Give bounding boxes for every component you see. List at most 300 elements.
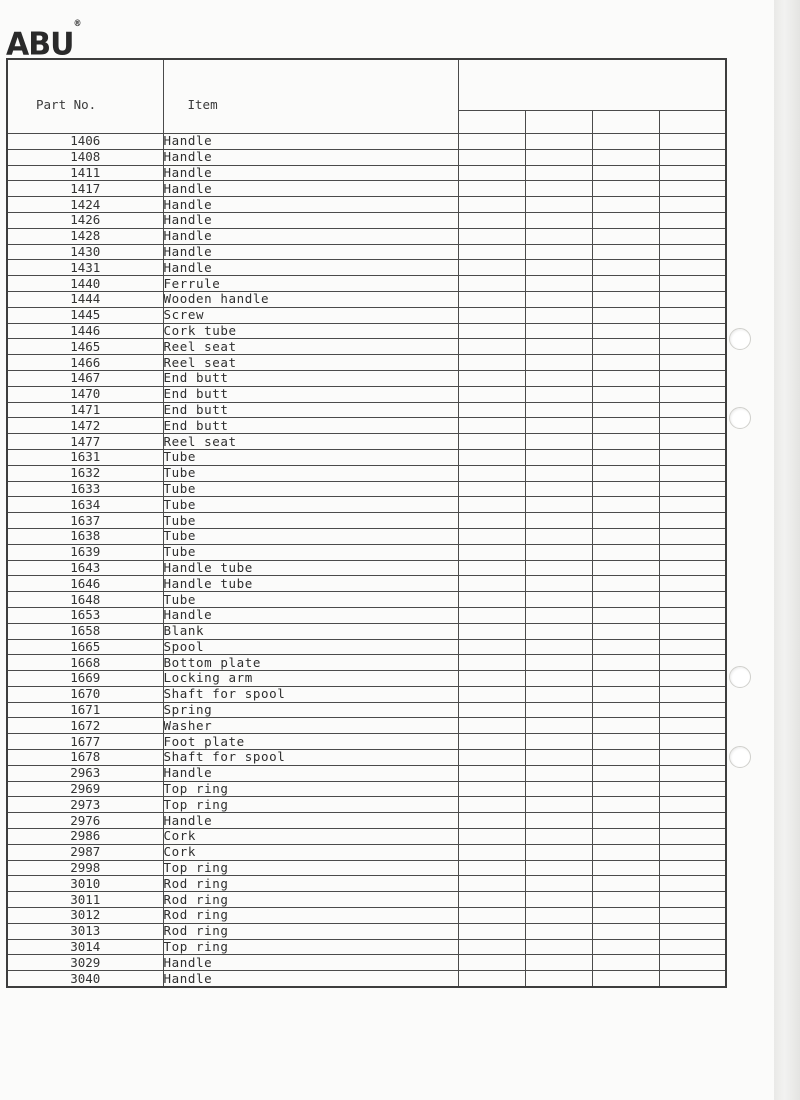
part-number-cell: 1466 bbox=[7, 355, 163, 371]
blank-cell bbox=[592, 923, 659, 939]
blank-cell bbox=[525, 560, 592, 576]
table-row bbox=[7, 418, 726, 434]
blank-cell bbox=[592, 576, 659, 592]
table-row bbox=[7, 260, 726, 276]
blank-cell bbox=[525, 402, 592, 418]
blank-cell bbox=[592, 386, 659, 402]
blank-cell bbox=[659, 781, 726, 797]
blank-cell bbox=[458, 813, 525, 829]
item-name-cell: Tube bbox=[163, 528, 458, 544]
table-row bbox=[7, 386, 726, 402]
item-name-cell: Washer bbox=[163, 718, 458, 734]
blank-cell bbox=[659, 876, 726, 892]
table-row bbox=[7, 449, 726, 465]
blank-cell bbox=[458, 465, 525, 481]
blank-cell bbox=[458, 734, 525, 750]
part-number-cell: 1446 bbox=[7, 323, 163, 339]
blank-cell bbox=[525, 355, 592, 371]
blank-cell bbox=[525, 497, 592, 513]
blank-cell bbox=[592, 544, 659, 560]
header-blank-cell bbox=[659, 111, 726, 134]
blank-cell bbox=[659, 639, 726, 655]
table-row bbox=[7, 355, 726, 371]
blank-cell bbox=[659, 465, 726, 481]
blank-cell bbox=[458, 165, 525, 181]
blank-cell bbox=[525, 923, 592, 939]
blank-cell bbox=[458, 923, 525, 939]
table-row bbox=[7, 434, 726, 450]
blank-cell bbox=[458, 370, 525, 386]
blank-cell bbox=[659, 260, 726, 276]
blank-cell bbox=[592, 655, 659, 671]
item-name-cell: Handle bbox=[163, 197, 458, 213]
blank-cell bbox=[592, 291, 659, 307]
blank-cell bbox=[592, 765, 659, 781]
part-number-cell: 3014 bbox=[7, 939, 163, 955]
item-name-cell: Handle bbox=[163, 149, 458, 165]
part-number-cell: 2998 bbox=[7, 860, 163, 876]
part-number-cell: 1632 bbox=[7, 465, 163, 481]
item-name-cell: Reel seat bbox=[163, 434, 458, 450]
blank-cell bbox=[659, 939, 726, 955]
blank-cell bbox=[458, 355, 525, 371]
item-name-cell: Screw bbox=[163, 307, 458, 323]
blank-cell bbox=[592, 955, 659, 971]
blank-cell bbox=[659, 291, 726, 307]
blank-cell bbox=[525, 291, 592, 307]
part-number-cell: 1665 bbox=[7, 639, 163, 655]
item-name-cell: Handle bbox=[163, 971, 458, 987]
blank-cell bbox=[458, 497, 525, 513]
blank-cell bbox=[659, 765, 726, 781]
table-row bbox=[7, 892, 726, 908]
part-number-cell: 1638 bbox=[7, 528, 163, 544]
blank-cell bbox=[525, 165, 592, 181]
blank-cell bbox=[458, 607, 525, 623]
table-row bbox=[7, 844, 726, 860]
blank-cell bbox=[592, 323, 659, 339]
blank-cell bbox=[525, 481, 592, 497]
table-row bbox=[7, 781, 726, 797]
part-number-cell: 2963 bbox=[7, 765, 163, 781]
blank-cell bbox=[659, 449, 726, 465]
table-row bbox=[7, 639, 726, 655]
part-number-cell: 1431 bbox=[7, 260, 163, 276]
blank-cell bbox=[592, 592, 659, 608]
blank-cell bbox=[458, 402, 525, 418]
blank-cell bbox=[659, 544, 726, 560]
blank-cell bbox=[659, 576, 726, 592]
blank-cell bbox=[458, 228, 525, 244]
blank-cell bbox=[592, 228, 659, 244]
blank-cell bbox=[659, 513, 726, 529]
part-number-cell: 1467 bbox=[7, 370, 163, 386]
item-name-cell: Tube bbox=[163, 449, 458, 465]
blank-cell bbox=[525, 860, 592, 876]
blank-cell bbox=[659, 860, 726, 876]
part-number-cell: 1430 bbox=[7, 244, 163, 260]
part-number-cell: 3029 bbox=[7, 955, 163, 971]
blank-cell bbox=[525, 892, 592, 908]
blank-cell bbox=[525, 576, 592, 592]
blank-cell bbox=[458, 686, 525, 702]
blank-cell bbox=[458, 544, 525, 560]
blank-cell bbox=[525, 813, 592, 829]
item-name-cell: Top ring bbox=[163, 781, 458, 797]
part-number-cell: 1477 bbox=[7, 434, 163, 450]
item-name-cell: Handle bbox=[163, 260, 458, 276]
blank-cell bbox=[592, 734, 659, 750]
table-row bbox=[7, 212, 726, 228]
blank-cell bbox=[659, 686, 726, 702]
part-number-cell: 1646 bbox=[7, 576, 163, 592]
table-row bbox=[7, 370, 726, 386]
blank-cell bbox=[458, 671, 525, 687]
blank-cell bbox=[458, 860, 525, 876]
blank-cell bbox=[659, 797, 726, 813]
blank-cell bbox=[525, 339, 592, 355]
blank-cell bbox=[592, 276, 659, 292]
table-row bbox=[7, 686, 726, 702]
blank-cell bbox=[525, 228, 592, 244]
blank-cell bbox=[458, 702, 525, 718]
blank-cell bbox=[592, 892, 659, 908]
blank-cell bbox=[525, 671, 592, 687]
blank-cell bbox=[525, 829, 592, 845]
blank-cell bbox=[458, 434, 525, 450]
blank-cell bbox=[659, 908, 726, 924]
item-name-cell: Rod ring bbox=[163, 908, 458, 924]
table-row bbox=[7, 718, 726, 734]
table-row bbox=[7, 244, 726, 260]
blank-cell bbox=[458, 513, 525, 529]
blank-cell bbox=[592, 623, 659, 639]
blank-cell bbox=[659, 244, 726, 260]
part-number-cell: 3012 bbox=[7, 908, 163, 924]
part-number-cell: 1472 bbox=[7, 418, 163, 434]
table-row bbox=[7, 765, 726, 781]
blank-cell bbox=[458, 323, 525, 339]
blank-cell bbox=[659, 655, 726, 671]
blank-cell bbox=[458, 260, 525, 276]
blank-cell bbox=[458, 781, 525, 797]
blank-cell bbox=[458, 197, 525, 213]
blank-cell bbox=[525, 876, 592, 892]
blank-cell bbox=[525, 765, 592, 781]
blank-cell bbox=[592, 876, 659, 892]
item-name-cell: Handle bbox=[163, 955, 458, 971]
blank-cell bbox=[458, 339, 525, 355]
blank-cell bbox=[592, 307, 659, 323]
table-row bbox=[7, 592, 726, 608]
header-part-no: Part No. bbox=[7, 59, 163, 134]
part-number-cell: 1465 bbox=[7, 339, 163, 355]
blank-cell bbox=[592, 671, 659, 687]
blank-cell bbox=[592, 797, 659, 813]
binder-hole bbox=[729, 328, 751, 350]
item-name-cell: Handle tube bbox=[163, 576, 458, 592]
blank-cell bbox=[592, 418, 659, 434]
blank-cell bbox=[592, 702, 659, 718]
blank-cell bbox=[458, 639, 525, 655]
blank-cell bbox=[458, 449, 525, 465]
part-number-cell: 3040 bbox=[7, 971, 163, 987]
part-number-cell: 2987 bbox=[7, 844, 163, 860]
blank-cell bbox=[592, 434, 659, 450]
blank-cell bbox=[458, 134, 525, 150]
blank-cell bbox=[659, 750, 726, 766]
blank-cell bbox=[525, 528, 592, 544]
part-number-cell: 1653 bbox=[7, 607, 163, 623]
item-name-cell: Tube bbox=[163, 513, 458, 529]
blank-cell bbox=[592, 750, 659, 766]
blank-cell bbox=[659, 134, 726, 150]
blank-cell bbox=[525, 955, 592, 971]
table-row bbox=[7, 923, 726, 939]
blank-cell bbox=[659, 402, 726, 418]
blank-cell bbox=[525, 197, 592, 213]
blank-cell bbox=[659, 386, 726, 402]
item-name-cell: Shaft for spool bbox=[163, 750, 458, 766]
blank-cell bbox=[525, 844, 592, 860]
blank-cell bbox=[659, 181, 726, 197]
table-row bbox=[7, 734, 726, 750]
table-row bbox=[7, 323, 726, 339]
blank-cell bbox=[458, 623, 525, 639]
blank-cell bbox=[659, 671, 726, 687]
blank-cell bbox=[458, 955, 525, 971]
table-row bbox=[7, 339, 726, 355]
blank-cell bbox=[659, 165, 726, 181]
blank-cell bbox=[592, 860, 659, 876]
item-name-cell: Handle bbox=[163, 212, 458, 228]
blank-cell bbox=[525, 323, 592, 339]
part-number-cell: 2976 bbox=[7, 813, 163, 829]
blank-cell bbox=[659, 339, 726, 355]
table-row bbox=[7, 165, 726, 181]
header-blank-cell bbox=[525, 111, 592, 134]
blank-cell bbox=[659, 560, 726, 576]
blank-cell bbox=[659, 702, 726, 718]
blank-cell bbox=[659, 355, 726, 371]
table-row bbox=[7, 671, 726, 687]
item-name-cell: Tube bbox=[163, 497, 458, 513]
blank-cell bbox=[458, 876, 525, 892]
item-name-cell: Foot plate bbox=[163, 734, 458, 750]
part-number-cell: 1668 bbox=[7, 655, 163, 671]
item-name-cell: Top ring bbox=[163, 939, 458, 955]
part-number-cell: 1424 bbox=[7, 197, 163, 213]
header-blank-cell bbox=[458, 111, 525, 134]
blank-cell bbox=[659, 307, 726, 323]
blank-cell bbox=[458, 750, 525, 766]
part-number-cell: 2973 bbox=[7, 797, 163, 813]
item-name-cell: Reel seat bbox=[163, 339, 458, 355]
part-number-cell: 1671 bbox=[7, 702, 163, 718]
part-number-cell: 1417 bbox=[7, 181, 163, 197]
table-row bbox=[7, 181, 726, 197]
blank-cell bbox=[458, 560, 525, 576]
blank-cell bbox=[525, 149, 592, 165]
part-number-cell: 2986 bbox=[7, 829, 163, 845]
table-row bbox=[7, 971, 726, 987]
item-name-cell: Tube bbox=[163, 465, 458, 481]
blank-cell bbox=[458, 276, 525, 292]
item-name-cell: Blank bbox=[163, 623, 458, 639]
blank-cell bbox=[659, 149, 726, 165]
blank-cell bbox=[659, 623, 726, 639]
item-name-cell: Handle bbox=[163, 244, 458, 260]
blank-cell bbox=[659, 212, 726, 228]
table-row bbox=[7, 528, 726, 544]
blank-cell bbox=[525, 370, 592, 386]
blank-cell bbox=[659, 370, 726, 386]
blank-cell bbox=[458, 307, 525, 323]
blank-cell bbox=[592, 481, 659, 497]
part-number-cell: 1643 bbox=[7, 560, 163, 576]
table-row bbox=[7, 813, 726, 829]
blank-cell bbox=[458, 576, 525, 592]
blank-cell bbox=[592, 181, 659, 197]
blank-cell bbox=[525, 513, 592, 529]
item-name-cell: Handle bbox=[163, 228, 458, 244]
blank-cell bbox=[458, 291, 525, 307]
blank-cell bbox=[458, 797, 525, 813]
blank-cell bbox=[592, 260, 659, 276]
item-name-cell: Spool bbox=[163, 639, 458, 655]
blank-cell bbox=[525, 276, 592, 292]
item-name-cell: Ferrule bbox=[163, 276, 458, 292]
item-name-cell: Top ring bbox=[163, 860, 458, 876]
blank-cell bbox=[592, 513, 659, 529]
item-name-cell: Cork tube bbox=[163, 323, 458, 339]
part-number-cell: 1669 bbox=[7, 671, 163, 687]
binder-hole bbox=[729, 746, 751, 768]
blank-cell bbox=[659, 718, 726, 734]
blank-cell bbox=[659, 892, 726, 908]
blank-cell bbox=[458, 244, 525, 260]
blank-cell bbox=[458, 592, 525, 608]
table-row bbox=[7, 276, 726, 292]
table-row bbox=[7, 197, 726, 213]
item-name-cell: Shaft for spool bbox=[163, 686, 458, 702]
table-row bbox=[7, 702, 726, 718]
blank-cell bbox=[525, 434, 592, 450]
table-row bbox=[7, 497, 726, 513]
item-name-cell: Handle tube bbox=[163, 560, 458, 576]
part-number-cell: 1471 bbox=[7, 402, 163, 418]
blank-cell bbox=[659, 844, 726, 860]
table-row bbox=[7, 402, 726, 418]
item-name-cell: Tube bbox=[163, 481, 458, 497]
blank-cell bbox=[592, 244, 659, 260]
item-name-cell: Top ring bbox=[163, 797, 458, 813]
blank-cell bbox=[525, 639, 592, 655]
part-number-cell: 1678 bbox=[7, 750, 163, 766]
blank-cell bbox=[525, 212, 592, 228]
table-row bbox=[7, 797, 726, 813]
table-row bbox=[7, 829, 726, 845]
blank-cell bbox=[525, 750, 592, 766]
blank-cell bbox=[659, 528, 726, 544]
table-row bbox=[7, 860, 726, 876]
blank-cell bbox=[525, 386, 592, 402]
part-number-cell: 1445 bbox=[7, 307, 163, 323]
blank-cell bbox=[592, 465, 659, 481]
table-row bbox=[7, 876, 726, 892]
blank-cell bbox=[592, 355, 659, 371]
trademark-mark: ® bbox=[73, 18, 82, 29]
table-row bbox=[7, 291, 726, 307]
blank-cell bbox=[525, 734, 592, 750]
part-number-cell: 3010 bbox=[7, 876, 163, 892]
blank-cell bbox=[592, 149, 659, 165]
blank-cell bbox=[525, 939, 592, 955]
binder-hole bbox=[729, 666, 751, 688]
blank-cell bbox=[458, 181, 525, 197]
part-number-cell: 1444 bbox=[7, 291, 163, 307]
blank-cell bbox=[525, 134, 592, 150]
blank-cell bbox=[659, 197, 726, 213]
table-row bbox=[7, 149, 726, 165]
blank-cell bbox=[592, 829, 659, 845]
blank-cell bbox=[458, 528, 525, 544]
item-name-cell: Locking arm bbox=[163, 671, 458, 687]
table-row bbox=[7, 544, 726, 560]
blank-cell bbox=[458, 765, 525, 781]
part-number-cell: 1633 bbox=[7, 481, 163, 497]
blank-cell bbox=[525, 797, 592, 813]
blank-cell bbox=[659, 923, 726, 939]
part-number-cell: 1470 bbox=[7, 386, 163, 402]
blank-cell bbox=[525, 702, 592, 718]
blank-cell bbox=[525, 181, 592, 197]
part-number-cell: 1672 bbox=[7, 718, 163, 734]
blank-cell bbox=[458, 971, 525, 987]
blank-cell bbox=[458, 939, 525, 955]
table-row bbox=[7, 939, 726, 955]
blank-cell bbox=[458, 212, 525, 228]
item-name-cell: Handle bbox=[163, 765, 458, 781]
blank-cell bbox=[592, 844, 659, 860]
part-number-cell: 1406 bbox=[7, 134, 163, 150]
blank-cell bbox=[659, 829, 726, 845]
blank-cell bbox=[458, 149, 525, 165]
table-row bbox=[7, 955, 726, 971]
part-number-cell: 1637 bbox=[7, 513, 163, 529]
blank-cell bbox=[659, 971, 726, 987]
item-name-cell: Reel seat bbox=[163, 355, 458, 371]
blank-cell bbox=[458, 892, 525, 908]
blank-cell bbox=[525, 607, 592, 623]
blank-cell bbox=[458, 718, 525, 734]
blank-cell bbox=[458, 908, 525, 924]
item-name-cell: End butt bbox=[163, 386, 458, 402]
blank-cell bbox=[659, 607, 726, 623]
blank-cell bbox=[592, 212, 659, 228]
blank-cell bbox=[592, 813, 659, 829]
part-number-cell: 3011 bbox=[7, 892, 163, 908]
item-name-cell: Handle bbox=[163, 607, 458, 623]
item-name-cell: Spring bbox=[163, 702, 458, 718]
part-number-cell: 1440 bbox=[7, 276, 163, 292]
item-name-cell: Rod ring bbox=[163, 923, 458, 939]
page-right-edge bbox=[774, 0, 800, 1100]
part-number-cell: 1634 bbox=[7, 497, 163, 513]
item-name-cell: Handle bbox=[163, 813, 458, 829]
item-name-cell: Cork bbox=[163, 829, 458, 845]
table-row bbox=[7, 513, 726, 529]
